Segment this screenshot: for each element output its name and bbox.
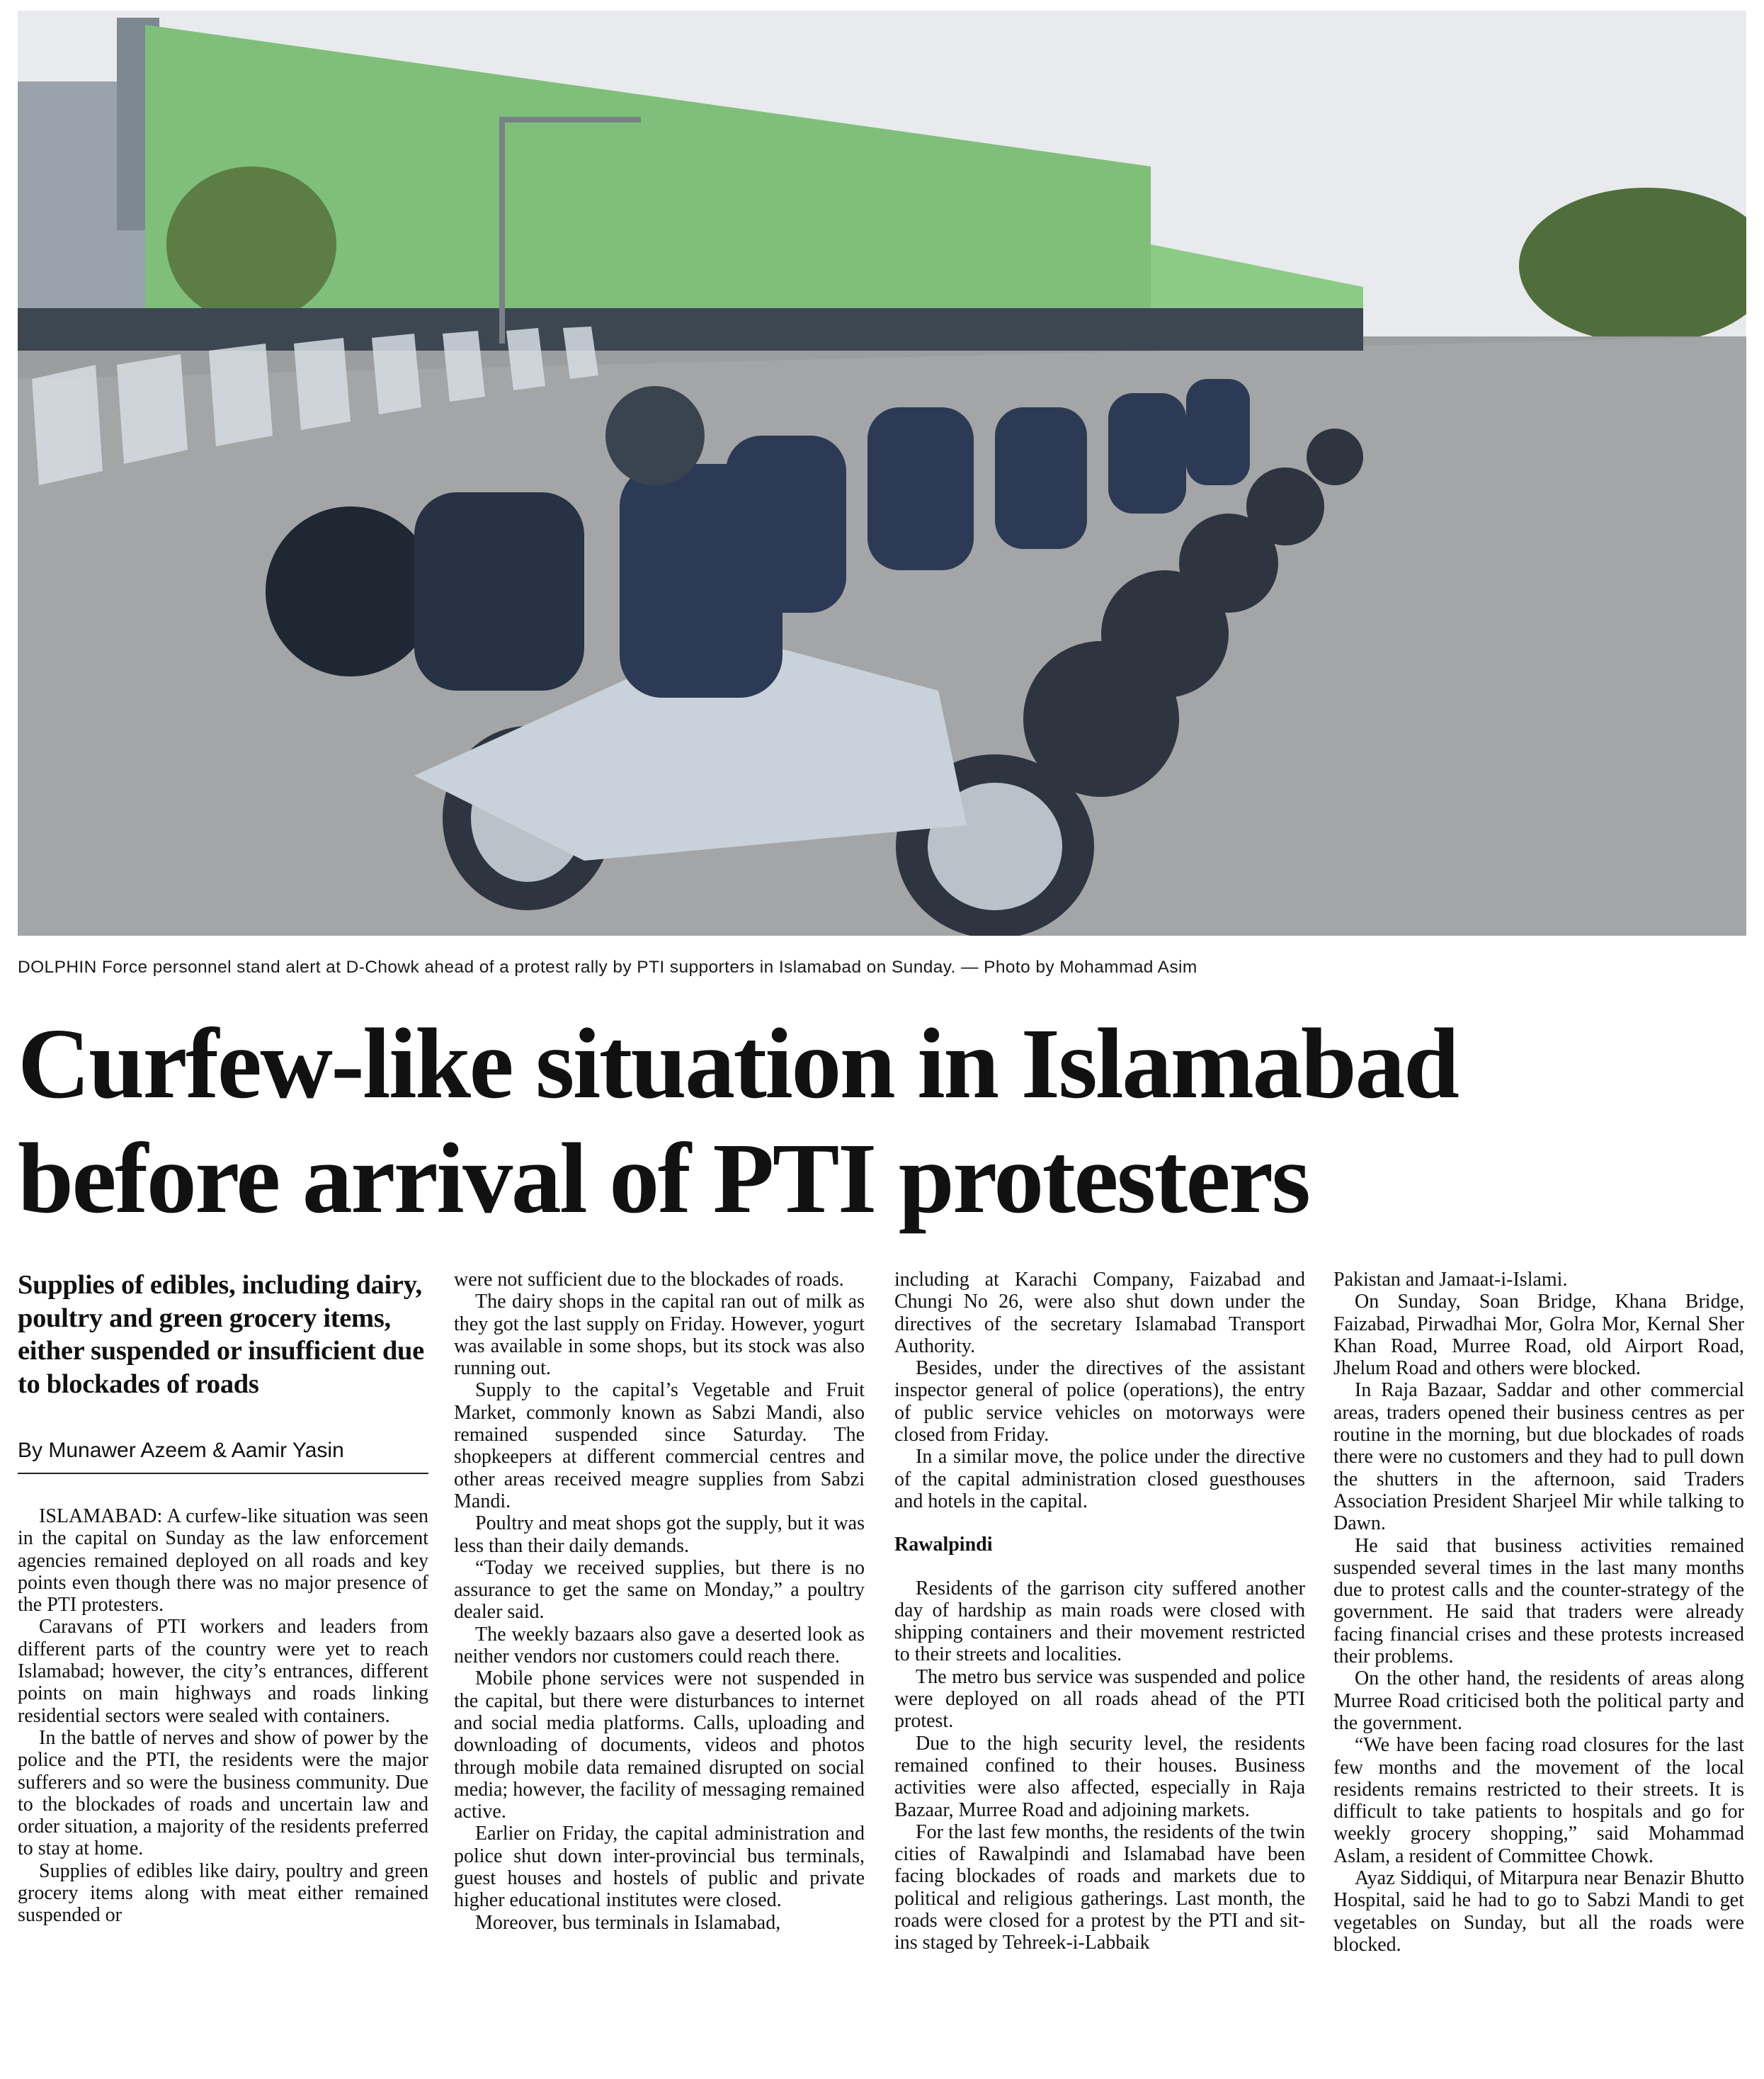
section-subhead: Rawalpindi [894, 1534, 993, 1556]
paragraph: The dairy shops in the capital ran out of milk as they got the last supply on Friday. However, yogurt was available in some shops, but its stock was also running out. [454, 1291, 865, 1380]
article-column-1 [18, 1269, 428, 1927]
paragraph: Poultry and meat shops got the supply, but it was less than their daily demands. [454, 1512, 865, 1557]
paragraph: ISLAMABAD: A curfew-like situation was seen in the capital on Sunday as the law enforcement agencies remained deployed on all roads and key points even though there was no major presence of the PTI protesters. [18, 1505, 428, 1616]
paragraph: were not sufficient due to the blockades of roads. [454, 1269, 844, 1291]
paragraph: Supplies of edibles like dairy, poultry and green grocery items along with meat either remained suspended or [18, 1859, 428, 1927]
article-column-3 [894, 1269, 1305, 1954]
paragraph: Ayaz Siddiqui, of Mitarpura near Benazir Bhutto Hospital, said he had to go to Sabzi Mandi to get vegetables on Sunday, but all the roads were blocked. [1333, 1867, 1744, 1956]
paragraph: In a similar move, the police under the directive of the capital administration closed guesthouses and hotels in the capital. [894, 1446, 1305, 1512]
headline-line-1: Curfew-like situation in Islamabad [18, 1007, 1458, 1119]
paragraph: On Sunday, Soan Bridge, Khana Bridge, Faizabad, Pirwadhai Mor, Golra Mor, Kernal Sher Khan Road, Murree Road, old Airport Road, Jhelum Road and others were blocked. [1333, 1291, 1744, 1380]
paragraph: The weekly bazaars also gave a deserted look as neither vendors nor customers could reach there. [454, 1623, 865, 1668]
news-photo [18, 11, 1746, 936]
paragraph: Pakistan and Jamaat-i-Islami. [1333, 1269, 1568, 1291]
paragraph: Residents of the garrison city suffered another day of hardship as main roads were closed with shipping containers and their movement restricted to their streets and localities. [894, 1577, 1305, 1666]
paragraph: Mobile phone services were not suspended in the capital, but there were disturbances to internet and social media platforms. Calls, uploading and downloading of documents, videos and photos through mobile data remained disrupted on social media; however, the facility of messaging remained active. [454, 1667, 865, 1823]
paragraph: “Today we received supplies, but there is no assurance to get the same on Monday,” a poultry dealer said. [454, 1556, 865, 1624]
paragraph: For the last few months, the residents of the twin cities of Rawalpindi and Islamabad have been facing blockades of roads and markets due to political and religious gatherings. Last month, the roads were closed for a protest by the PTI and sit-ins staged by Tehreek-i-Labbaik [894, 1820, 1305, 1954]
headline-line-2: before arrival of PTI protesters [18, 1122, 1309, 1234]
paragraph: On the other hand, the residents of areas along Murree Road criticised both the political party and the government. [1333, 1667, 1744, 1734]
paragraph: Caravans of PTI workers and leaders from different parts of the country were yet to reach Islamabad; however, the city’s entrances, different points on main highways and roads linking residential sectors were sealed with containers. [18, 1616, 428, 1727]
photo-caption: DOLPHIN Force personnel stand alert at D-Chowk ahead of a protest rally by PTI supporters in Islamabad on Sunday. — Photo by Mohammad Asim [18, 958, 1197, 977]
paragraph: He said that business activities remained suspended several times in the last many months due to protest calls and the counter-strategy of the government. He said that traders were already facing financial crises and these protests increased their problems. [1333, 1534, 1744, 1668]
paragraph: In the battle of nerves and show of power by the police and the PTI, the residents were the major sufferers and so were the business community. Due to the blockades of roads and uncertain law and order situation, a majority of the residents preferred to stay at home. [18, 1726, 428, 1860]
headline [18, 1006, 1746, 1235]
paragraph: Supply to the capital’s Vegetable and Fruit Market, commonly known as Sabzi Mandi, also remained suspended since Saturday. The shopkeepers at different commercial centres and other areas received meagre supplies from Sabzi Mandi. [454, 1379, 865, 1512]
paragraph: Besides, under the directives of the assistant inspector general of police (operations), the entry of public service vehicles on motorways were closed from Friday. [894, 1357, 1305, 1446]
article-column-2 [454, 1269, 865, 1934]
deck: Supplies of edibles, including dairy, poultry and green grocery items, either suspended or insufficient due to blockades of roads [18, 1270, 424, 1399]
paragraph: including at Karachi Company, Faizabad and Chungi No 26, were also shut down under the directives of the secretary Islamabad Transport Authority. [894, 1269, 1305, 1357]
byline: By Munawer Azeem & Aamir Yasin [18, 1439, 428, 1474]
paragraph: In Raja Bazaar, Saddar and other commercial areas, traders opened their business centres as per routine in the morning, but due blockades of roads there were no customers and they had to pull down the shutters in the afternoon, said Traders Association President Sharjeel Mir while talking to Dawn. [1333, 1379, 1744, 1535]
paragraph: “We have been facing road closures for the last few months and the movement of the local residents remains restricted to their streets. It is difficult to take patients to hospitals and go for weekly grocery shopping,” said Mohammad Aslam, a resident of Committee Chowk. [1333, 1734, 1744, 1867]
paragraph: Due to the high security level, the residents remained confined to their houses. Business activities were also affected, especially in Raja Bazaar, Murree Road and adjoining markets. [894, 1732, 1305, 1821]
article-column-4 [1333, 1269, 1744, 1956]
paragraph: The metro bus service was suspended and police were deployed on all roads ahead of the PTI protest. [894, 1665, 1305, 1733]
photo-illustration [18, 11, 1746, 936]
paragraph: Moreover, bus terminals in Islamabad, [475, 1911, 781, 1934]
paragraph: Earlier on Friday, the capital administration and police shut down inter-provincial bus terminals, guest houses and hostels of public and private higher educational institutes were closed. [454, 1823, 865, 1912]
